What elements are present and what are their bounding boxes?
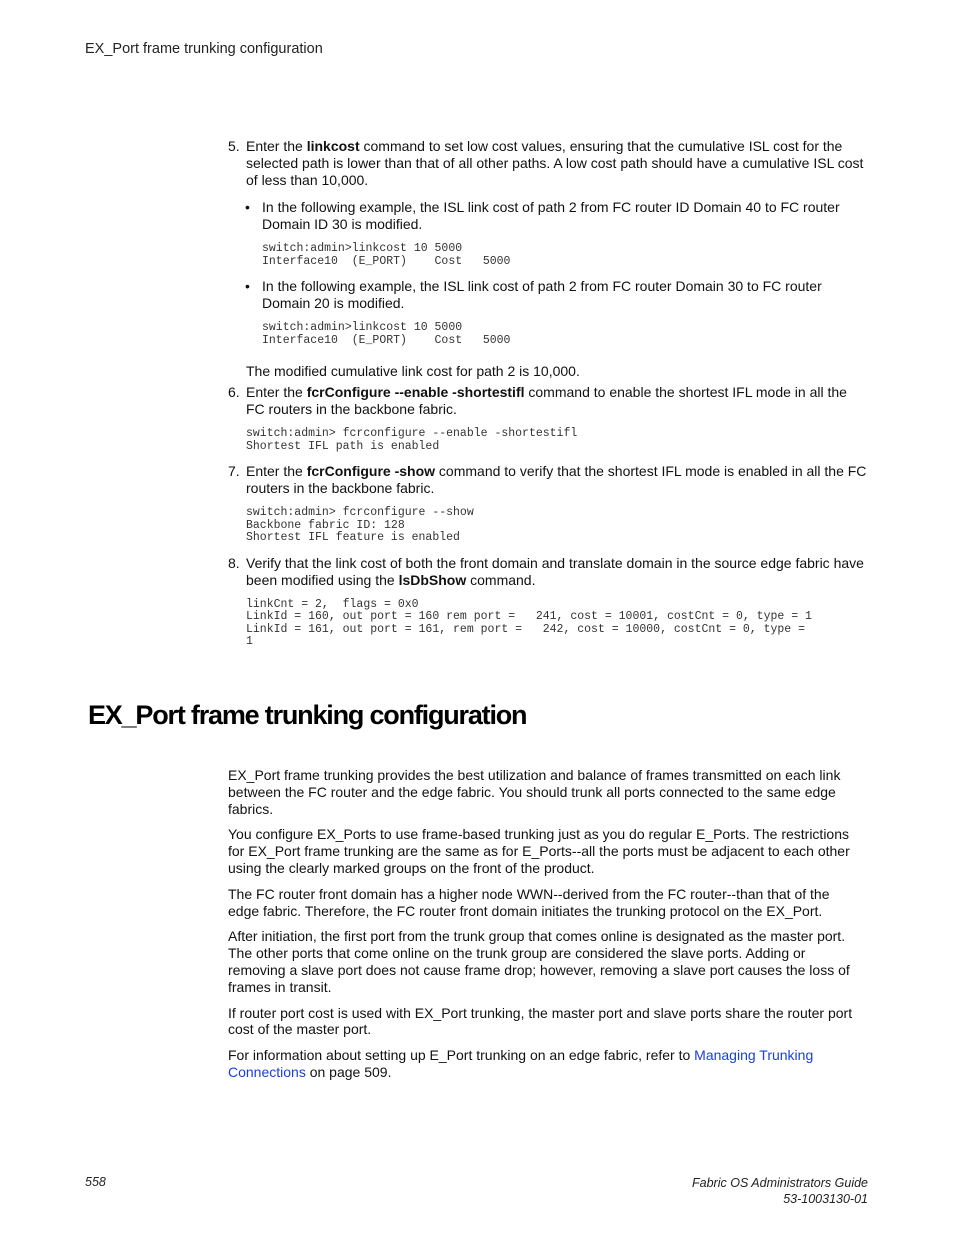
command-name: lsDbShow [398,571,467,588]
step-text-pre: Enter the [246,384,307,400]
command-name: linkcost [306,138,360,154]
code-block: switch:admin> fcrconfigure --enable -shortestifl Shortest IFL path is enabled [246,427,578,453]
step-text-post: command. [466,571,536,588]
step-number: 6. [228,384,240,400]
section-body [228,767,858,1090]
step-number: 7. [228,463,240,479]
bullet-item [228,278,868,347]
body-paragraph: If router port cost is used with EX_Port trunking, the master port and slave ports share the router port cost of the master port. [228,1004,853,1038]
body-paragraph: The FC router front domain has a higher node WWN--derived from the FC router--than that of the edge fabric. Therefore, the FC router front domain initiates the trunking protocol on the EX_Port. [228,885,830,919]
page-number: 558 [85,1175,106,1189]
step-text-post: command to enable the shortest IFL mode in all the FC routers in the backbone fabric. [246,384,847,417]
code-block: switch:admin> fcrconfigure --show Backbone fabric ID: 128 Shortest IFL feature is enabled [246,506,474,544]
managing-trunking-link[interactable]: Managing Trunking Connections [228,1047,814,1080]
step-7 [228,463,868,545]
reference-text-pre: For information about setting up E_Port trunking on an edge fabric, refer to [228,1047,695,1064]
code-block: linkCnt = 2, flags = 0x0 LinkId = 160, out port = 160 rem port = 241, cost = 10001, costCnt = 0, type = 1 LinkId = 161, out port = 161, rem port = 242, cost = 10000, costCnt = 0, type = 1 [246,597,812,648]
bullet-item [228,199,868,268]
step-8 [228,555,868,649]
running-header: EX_Port frame trunking configuration [85,41,323,57]
doc-title: Fabric OS Administrators Guide [692,1176,868,1190]
command-name: fcrConfigure -show [306,463,436,479]
step-text-pre: Verify that the link cost of both the front domain and translate domain in the source edge fabric have been modified using the [246,554,864,588]
procedure-steps [228,138,868,659]
step-text-pre: Enter the [246,463,307,479]
step-number: 8. [228,554,240,571]
reference-text-post: on page 509. [305,1063,392,1080]
bullet-text: In the following example, the ISL link cost of path 2 from FC router Domain 30 to FC router Domain 20 is modified. [262,278,822,311]
step-5 [228,138,868,189]
step-text-post: command to set low cost values, ensuring that the cumulative ISL cost for the selected path is lower than that of all other paths. A low cost path should have a cumulative ISL cost of less than 10,000. [246,138,864,188]
reference-paragraph [228,1047,858,1081]
code-block: switch:admin>linkcost 10 5000 Interface10 (E_PORT) Cost 5000 [262,321,511,347]
footer-doc-info [692,1175,868,1207]
doc-number: 53-1003130-01 [783,1192,868,1206]
section-title: EX_Port frame trunking configuration [88,700,527,730]
step-text-pre: Enter the [246,138,307,154]
step-number: 5. [228,138,240,154]
command-name: fcrConfigure --enable -shortestifl [306,384,525,400]
step-text-post: command to verify that the shortest IFL mode is enabled in all the FC routers in the backbone fabric. [246,463,867,496]
body-paragraph: You configure EX_Ports to use frame-based trunking just as you do regular E_Ports. The restrictions for EX_Port frame trunking are the same as for E_Ports--all the ports must be adjacent to each other using the clearly marked groups on the front of the product. [228,826,850,876]
code-block: switch:admin>linkcost 10 5000 Interface10 (E_PORT) Cost 5000 [262,242,511,268]
bullet-icon: • [245,278,250,294]
bullet-text: In the following example, the ISL link cost of path 2 from FC router ID Domain 40 to FC router Domain ID 30 is modified. [262,199,840,232]
body-paragraph: EX_Port frame trunking provides the best utilization and balance of frames transmitted on each link between the FC router and the edge fabric. You should trunk all ports connected to the same edge fabrics. [228,767,841,817]
step-6 [228,384,868,453]
body-paragraph: After initiation, the first port from the trunk group that comes online is designated as the master port. The other ports that come online on the trunk group are considered the slave ports. Adding or removing a slave port does not cause frame drop; however, removing a slave port causes the loss of frames in transit. [228,928,850,995]
step-note: The modified cumulative link cost for path 2 is 10,000. [246,363,580,379]
bullet-icon: • [245,199,250,215]
